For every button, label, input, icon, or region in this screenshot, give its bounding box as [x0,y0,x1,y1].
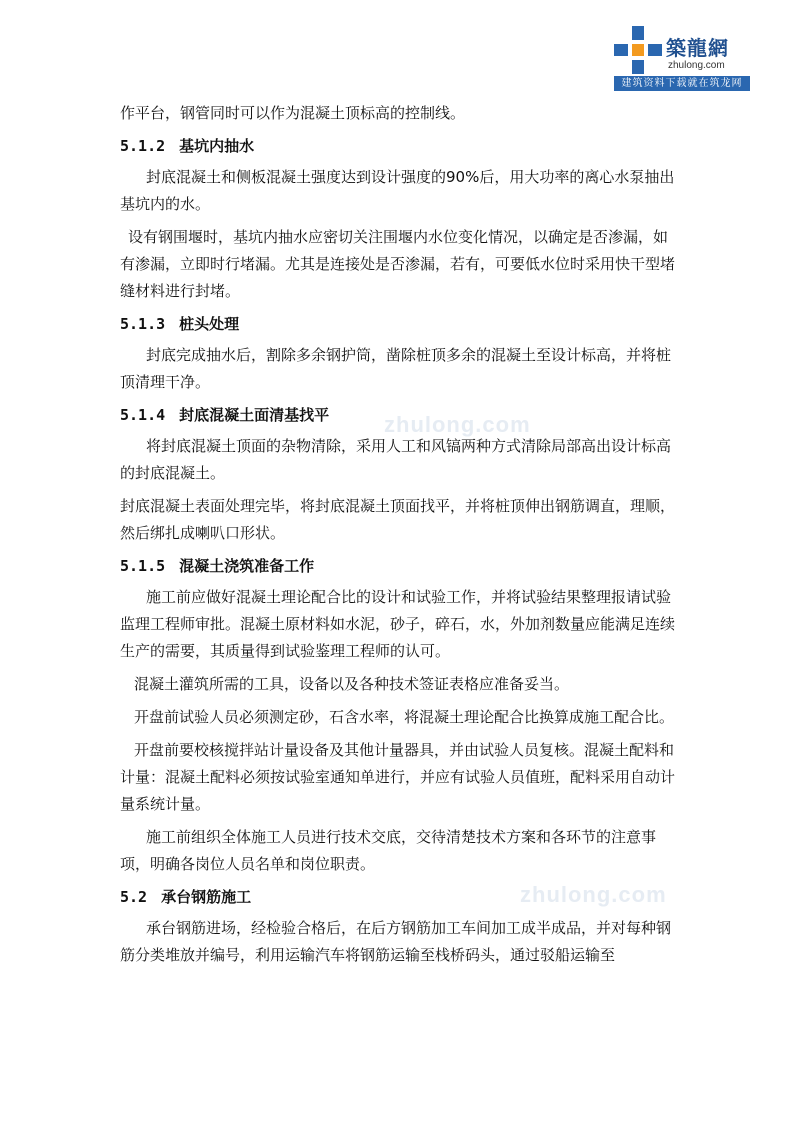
paragraph: 开盘前试验人员必须测定砂，石含水率，将混凝土理论配合比换算成施工配合比。 [134,708,675,726]
section-heading [120,884,680,911]
section-heading [120,133,680,160]
paragraph: 封底混凝土表面处理完毕，将封底混凝土顶面找平，并将桩顶伸出钢筋调直，理顺，然后绑扎成喇叭口形状。 [120,497,676,542]
section-number: 5.1.5 [120,557,166,575]
section-heading [120,311,680,338]
document-body [120,100,680,969]
section-number: 5.1.2 [120,137,166,155]
section-title: 基坑内抽水 [179,137,255,155]
paragraph: 设有钢围堰时，基坑内抽水应密切关注围堰内水位变化情况，以确定是否渗漏，如有渗漏，立即时行堵漏。尤其是连接处是否渗漏，若有，可要低水位时采用快干型堵缝材料进行封堵。 [120,228,676,300]
logo-url: zhulong.com [668,60,725,71]
section-number: 5.1.4 [120,406,166,424]
section-title: 混凝土浇筑准备工作 [179,557,315,575]
paragraph: 施工前组织全体施工人员进行技术交底，交待清楚技术方案和各环节的注意事项，明确各岗位人员名单和岗位职责。 [120,828,657,873]
watermark: zhulong.com [384,412,531,437]
section-heading [120,553,680,580]
section-number: 5.2 [120,888,148,906]
section-heading [120,402,680,429]
paragraph: 混凝土灌筑所需的工具，设备以及各种技术签证表格应准备妥当。 [134,675,570,693]
paragraph: 将封底混凝土顶面的杂物清除，采用人工和风镐两种方式清除局部高出设计标高的封底混凝土。 [120,437,672,482]
logo-mark-icon [614,26,664,76]
logo-brand: 築龍網 [666,36,729,60]
logo-slogan: 建筑资料下载就在筑龙网 [614,76,750,91]
zhulong-logo[interactable] [612,24,752,94]
watermark: zhulong.com [520,882,667,907]
paragraph: 开盘前要校核搅拌站计量设备及其他计量器具，并由试验人员复核。混凝土配料和计量：混凝土配料必须按试验室通知单进行，并应有试验人员值班，配料采用自动计量系统计量。 [120,741,676,813]
paragraph: 施工前应做好混凝土理论配合比的设计和试验工作，并将试验结果整理报请试验监理工程师审批。混凝土原材料如水泥，砂子，碎石，水，外加剂数量应能满足连续生产的需要，其质量得到试验鉴理工程师的认可。 [120,588,676,660]
paragraph: 封底完成抽水后，割除多余钢护筒，凿除桩顶多余的混凝土至设计标高，并将桩顶清理干净。 [120,346,672,391]
section-title: 封底混凝土面清基找平 [179,406,330,424]
paragraph: 承台钢筋进场，经检验合格后，在后方钢筋加工车间加工成半成品，并对每种钢筋分类堆放并编号，利用运输汽车将钢筋运输至栈桥码头，通过驳船运输至 [120,919,672,964]
section-number: 5.1.3 [120,315,166,333]
section-title: 承台钢筋施工 [161,888,252,906]
paragraph: 封底混凝土和侧板混凝土强度达到设计强度的90%后，用大功率的离心水泵抽出基坑内的水。 [120,168,675,213]
paragraph: 作平台，钢管同时可以作为混凝土顶标高的控制线。 [120,104,466,122]
section-title: 桩头处理 [179,315,240,333]
